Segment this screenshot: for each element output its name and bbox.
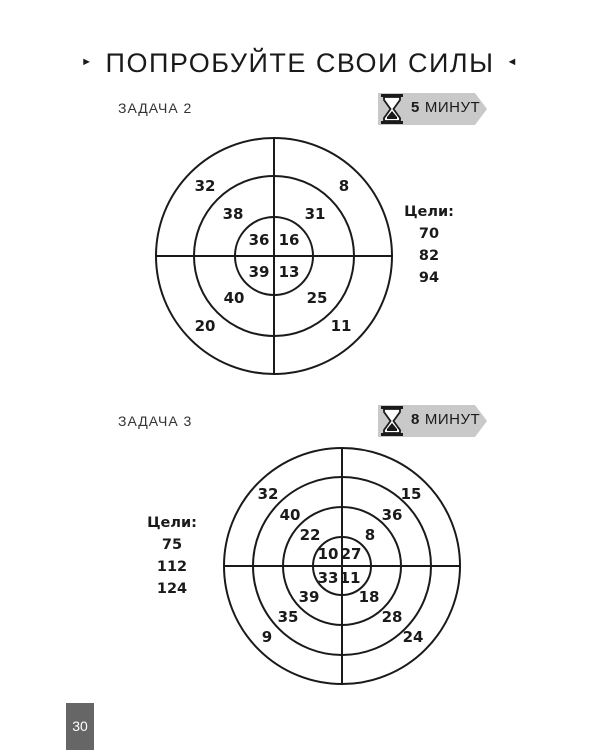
target-number: 20 (194, 317, 216, 335)
left-triangle-icon: ◄ (506, 55, 519, 68)
task-2-label: ЗАДАЧА 2 (118, 100, 193, 116)
timer-minutes: 8 (411, 411, 420, 428)
goals-title: Цели: (404, 204, 454, 220)
goal-value: 112 (156, 559, 188, 575)
page-number: 30 (66, 703, 94, 750)
target-number: 40 (223, 289, 245, 307)
target-number: 11 (339, 569, 361, 587)
task-2-goals (392, 201, 466, 289)
timer-minutes: 5 (411, 99, 420, 116)
timer-unit: МИНУТ (424, 411, 481, 428)
page-title-row (0, 48, 600, 79)
target-number: 31 (304, 205, 326, 223)
task-3-label: ЗАДАЧА 3 (118, 413, 193, 429)
target-number: 25 (306, 289, 328, 307)
target-number: 32 (257, 485, 279, 503)
target-number: 33 (317, 569, 339, 587)
timer-text (411, 411, 480, 428)
timer-text (411, 99, 480, 116)
target-number: 40 (279, 506, 301, 524)
target-number: 38 (222, 205, 244, 223)
task-3-timer (378, 405, 488, 437)
timer-unit: МИНУТ (424, 99, 481, 116)
goals-title: Цели: (147, 515, 197, 531)
target-number: 32 (194, 177, 216, 195)
target-number: 36 (248, 231, 270, 249)
target-number: 27 (340, 545, 362, 563)
target-number: 11 (330, 317, 352, 335)
goal-value: 82 (418, 248, 440, 264)
target-number: 8 (338, 177, 350, 195)
target-number: 22 (299, 526, 321, 544)
page-title: ПОПРОБУЙТЕ СВОИ СИЛЫ (105, 48, 495, 78)
goal-value: 75 (161, 537, 183, 553)
task-3-goals (134, 512, 210, 600)
right-triangle-icon: ► (81, 55, 94, 68)
task-3-target (220, 446, 464, 690)
target-number: 35 (277, 608, 299, 626)
target-number: 8 (364, 526, 376, 544)
goal-value: 70 (418, 226, 440, 242)
target-number: 39 (298, 588, 320, 606)
target-number: 13 (278, 263, 300, 281)
task-2-timer (378, 93, 488, 125)
target-number: 39 (248, 263, 270, 281)
target-number: 16 (278, 231, 300, 249)
target-number: 10 (317, 545, 339, 563)
target-number: 18 (358, 588, 380, 606)
target-number: 28 (381, 608, 403, 626)
target-number: 24 (402, 628, 424, 646)
target-number: 9 (261, 628, 273, 646)
target-number: 36 (381, 506, 403, 524)
goal-value: 124 (156, 581, 188, 597)
task-2-target (154, 136, 394, 380)
target-number: 15 (400, 485, 422, 503)
goal-value: 94 (418, 270, 440, 286)
